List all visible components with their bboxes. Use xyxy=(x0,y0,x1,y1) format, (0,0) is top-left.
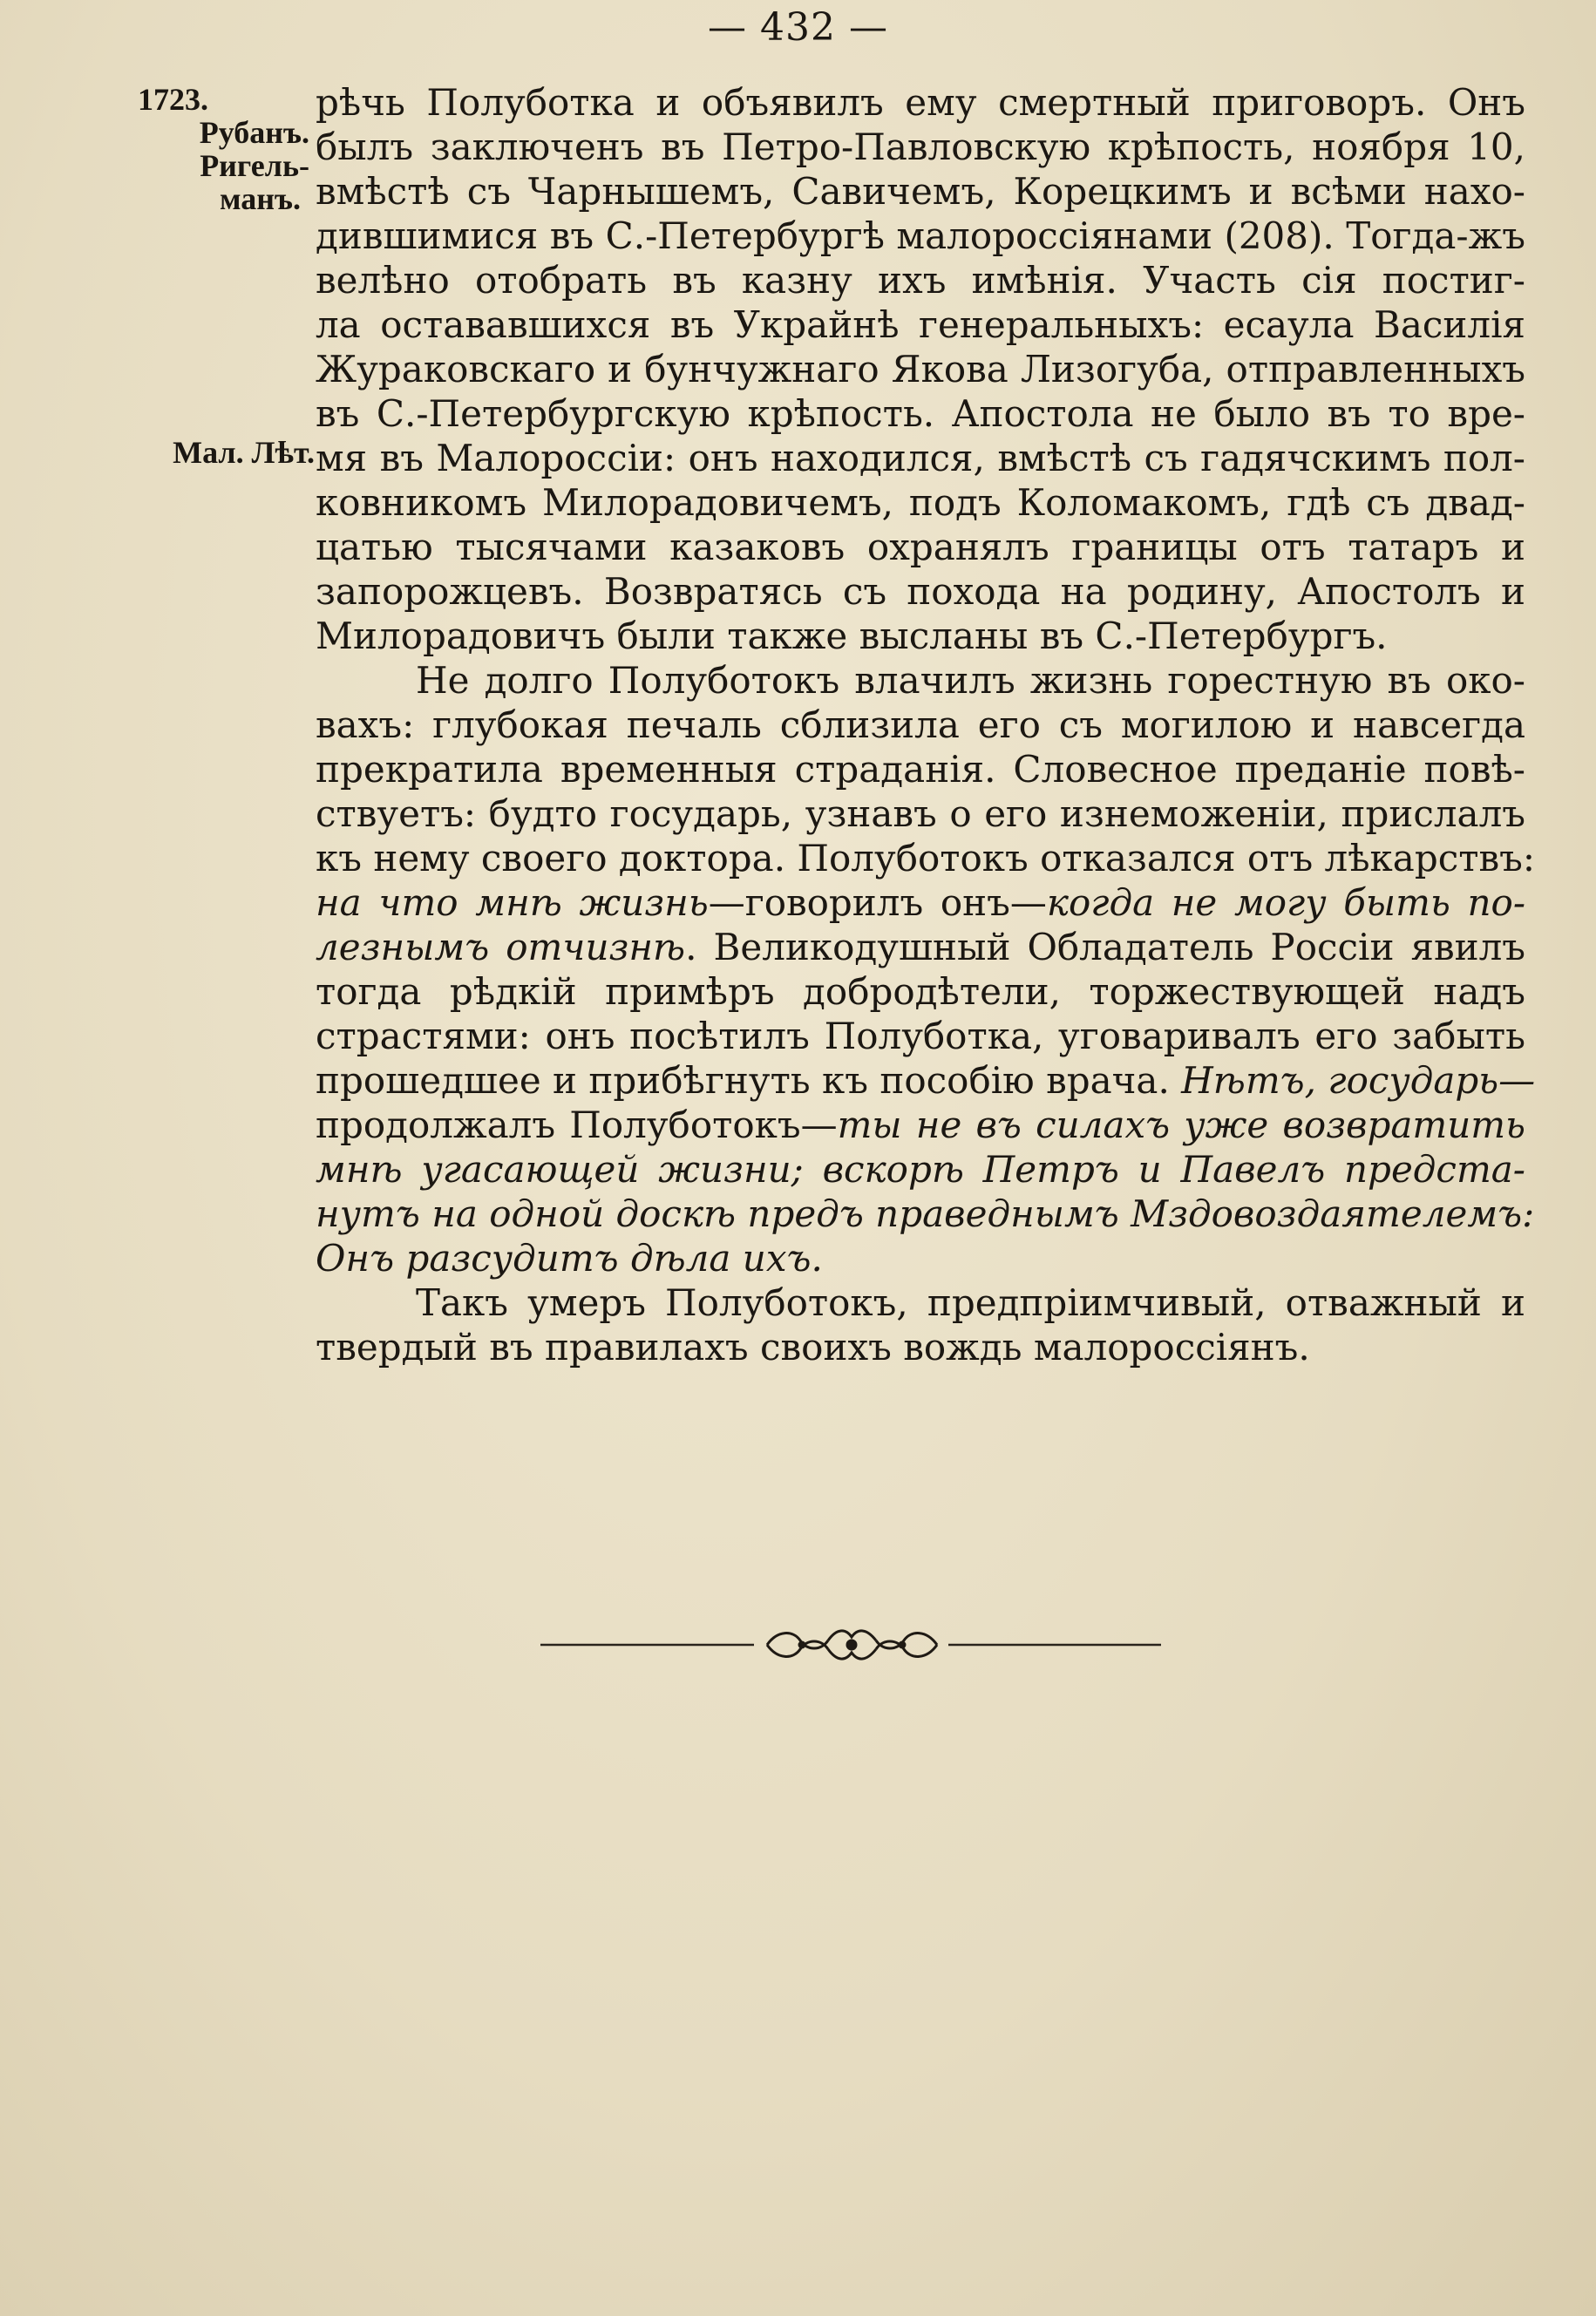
italic-quote: Онъ разсудитъ дѣла ихъ. xyxy=(316,1237,823,1280)
text-line: страстями: онъ посѣтилъ Полуботка, уговаривалъ его забыть xyxy=(316,1015,1525,1057)
text-line: ла остававшихся въ Украйнѣ генеральныхъ: есаула Василія xyxy=(316,303,1525,346)
margin-note-source-ruban: Рубанъ. xyxy=(199,115,309,150)
paragraph-3 xyxy=(316,1280,1525,1369)
text-line: продолжалъ Полуботокъ—ты не въ силахъ уже возвратить xyxy=(316,1104,1525,1146)
text-line xyxy=(316,1236,1525,1280)
text-line: лезнымъ отчизнѣ. Великодушный Обладатель Россіи явилъ xyxy=(316,926,1525,968)
text-line: цатью тысячами казаковъ охранялъ границы отъ татаръ и xyxy=(316,526,1525,568)
italic-quote: лезнымъ отчизнѣ xyxy=(316,926,686,968)
text-line: Такъ умеръ Полуботокъ, предпріимчивый, отважный и xyxy=(416,1281,1525,1324)
italic-quote: на что мнѣ жизнь xyxy=(316,881,709,924)
margin-note-source-rigelman-b: манъ. xyxy=(219,181,301,216)
fleuron-icon xyxy=(767,1631,937,1659)
text-line: мя въ Малороссіи: онъ находился, вмѣстѣ съ гадячскимъ пол- xyxy=(316,437,1525,479)
text-line: запорожцевъ. Возвратясь съ похода на родину, Апостолъ и xyxy=(316,570,1525,613)
margin-note-source-rigelman-a: Ригель- xyxy=(200,148,309,183)
text-line: дившимися въ С.-Петербургѣ малороссіянами (208). Тогда-жъ xyxy=(316,214,1525,257)
text-line: на что мнѣ жизнь—говорилъ онъ—когда не могу быть по- xyxy=(316,881,1526,924)
paragraph-1 xyxy=(316,80,1525,658)
text-line: къ нему своего доктора. Полуботокъ отказался отъ лѣкарствъ: xyxy=(316,837,1535,880)
text-line: прошедшее и прибѣгнуть къ пособію врача. Нѣтъ, государь— xyxy=(316,1059,1536,1102)
text-line: Милорадовичъ были также высланы въ С.-Петербургъ. xyxy=(316,615,1388,657)
main-text xyxy=(316,80,1536,1369)
text-line: велѣно отобрать въ казну ихъ имѣнія. Участь сія постиг- xyxy=(316,259,1525,302)
text-line: прекратила временныя страданія. Словесное преданіе повѣ- xyxy=(316,748,1525,791)
text-line: въ С.-Петербургскую крѣпость. Апостола не было въ то вре- xyxy=(316,392,1525,435)
italic-quote: когда не могу быть по- xyxy=(1046,881,1526,924)
page-number: — 432 — xyxy=(708,5,888,50)
italic-quote: мнѣ угасающей жизни; вскорѣ Петръ и Павелъ предста- xyxy=(316,1148,1525,1191)
text-line: Жураковскаго и бунчужнаго Якова Лизогуба, отправленныхъ xyxy=(316,348,1525,391)
margin-note-year: 1723. xyxy=(138,82,208,117)
text-line: тогда рѣдкій примѣръ добродѣтели, торжествующей надъ xyxy=(316,970,1525,1013)
text-line: вахъ: глубокая печаль сблизила его съ могилою и навсегда xyxy=(316,703,1525,746)
margin-notes xyxy=(131,82,315,470)
text-line xyxy=(316,1147,1525,1192)
italic-quote: нутъ на одной доскѣ предъ праведнымъ Мздовоздаятелемъ: xyxy=(316,1192,1535,1235)
italic-quote: Нѣтъ, государь— xyxy=(1181,1059,1536,1102)
text-line: ковникомъ Милорадовичемъ, подъ Коломакомъ, гдѣ съ двад- xyxy=(316,481,1525,524)
text-line xyxy=(316,1192,1535,1236)
margin-note-source-mal-let: Мал. Лѣт. xyxy=(173,435,315,470)
text-line: былъ заключенъ въ Петро-Павловскую крѣпость, ноября 10, xyxy=(316,126,1525,168)
text-line: рѣчь Полуботка и объявилъ ему смертный приговоръ. Онъ xyxy=(316,81,1525,124)
text-line: твердый въ правилахъ своихъ вождь малороссіянъ. xyxy=(316,1326,1310,1369)
italic-quote: ты не въ силахъ уже возвратить xyxy=(837,1104,1525,1146)
ornament-divider xyxy=(540,1621,1168,1665)
text-line: ствуетъ: будто государь, узнавъ о его изнеможеніи, прислалъ xyxy=(316,792,1525,835)
text-line: Не долго Полуботокъ влачилъ жизнь горестную въ око- xyxy=(416,659,1525,702)
paragraph-2 xyxy=(316,658,1536,1280)
text-line: вмѣстѣ съ Чарнышемъ, Савичемъ, Корецкимъ и всѣми нахо- xyxy=(316,170,1525,213)
